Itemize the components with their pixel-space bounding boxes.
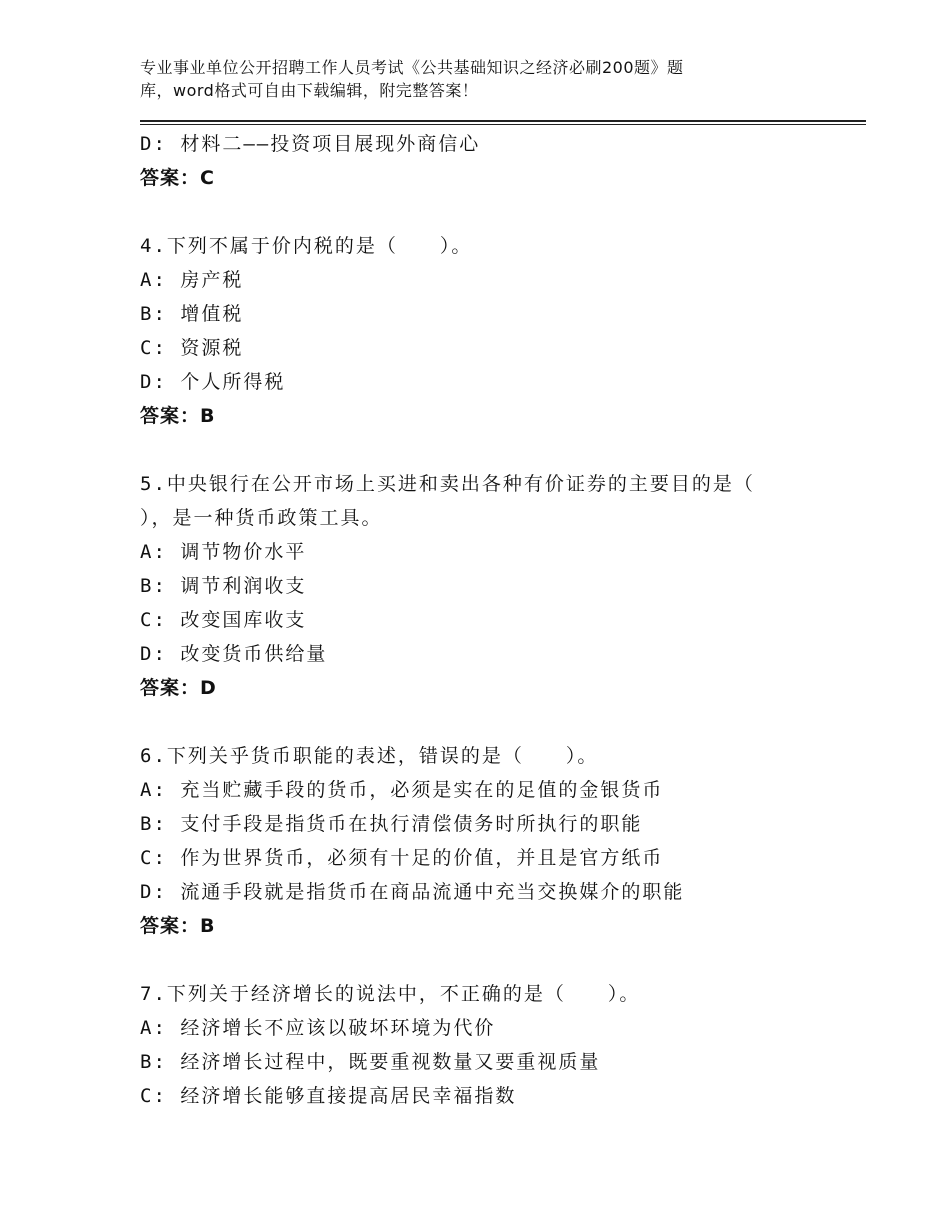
option-c: C: 改变国库收支: [140, 609, 307, 631]
answer-label: 答案：D: [140, 677, 217, 699]
question-list: [140, 127, 866, 1113]
option-b: B: 经济增长过程中，既要重视数量又要重视质量: [140, 1051, 601, 1073]
option-a: A: 调节物价水平: [140, 541, 307, 563]
header-rule-thick: [140, 120, 866, 122]
answer-label: 答案：B: [140, 915, 216, 937]
option-d: D: 流通手段就是指货币在商品流通中充当交换媒介的职能: [140, 881, 685, 903]
question-stem: 7.下列关于经济增长的说法中，不正确的是（ ）。: [140, 983, 641, 1005]
option-c: C: 资源税: [140, 337, 244, 359]
option-b: B: 调节利润收支: [140, 575, 307, 597]
question-stem: 6.下列关乎货币职能的表述，错误的是（ ）。: [140, 745, 599, 767]
header-title-line-2: 库，word格式可自由下载编辑，附完整答案！: [140, 81, 479, 100]
header-rule-thin: [140, 124, 866, 125]
question-stem: 4.下列不属于价内税的是（ ）。: [140, 235, 473, 257]
question-6: [140, 739, 866, 943]
question-stem-line-1: 5.中央银行在公开市场上买进和卖出各种有价证券的主要目的是（: [140, 473, 755, 495]
answer-label: 答案：C: [140, 167, 215, 189]
option-d: D: 个人所得税: [140, 371, 286, 393]
option-d: D: 改变货币供给量: [140, 643, 328, 665]
document-header: [140, 56, 780, 102]
option-d: D: 材料二——投资项目展现外商信心: [140, 133, 481, 155]
option-b: B: 增值税: [140, 303, 244, 325]
option-c: C: 经济增长能够直接提高居民幸福指数: [140, 1085, 517, 1107]
question-5: [140, 467, 866, 705]
question-3-tail: [140, 127, 866, 195]
question-4: [140, 229, 866, 433]
option-c: C: 作为世界货币，必须有十足的价值，并且是官方纸币: [140, 847, 664, 869]
option-a: A: 充当贮藏手段的货币，必须是实在的足值的金银货币: [140, 779, 664, 801]
header-title-line-1: 专业事业单位公开招聘工作人员考试《公共基础知识之经济必刷200题》题: [140, 58, 684, 77]
question-7: [140, 977, 866, 1113]
option-a: A: 经济增长不应该以破坏环境为代价: [140, 1017, 496, 1039]
answer-label: 答案：B: [140, 405, 216, 427]
question-stem-line-2: ），是一种货币政策工具。: [140, 507, 383, 529]
option-a: A: 房产税: [140, 269, 244, 291]
option-b: B: 支付手段是指货币在执行清偿债务时所执行的职能: [140, 813, 643, 835]
